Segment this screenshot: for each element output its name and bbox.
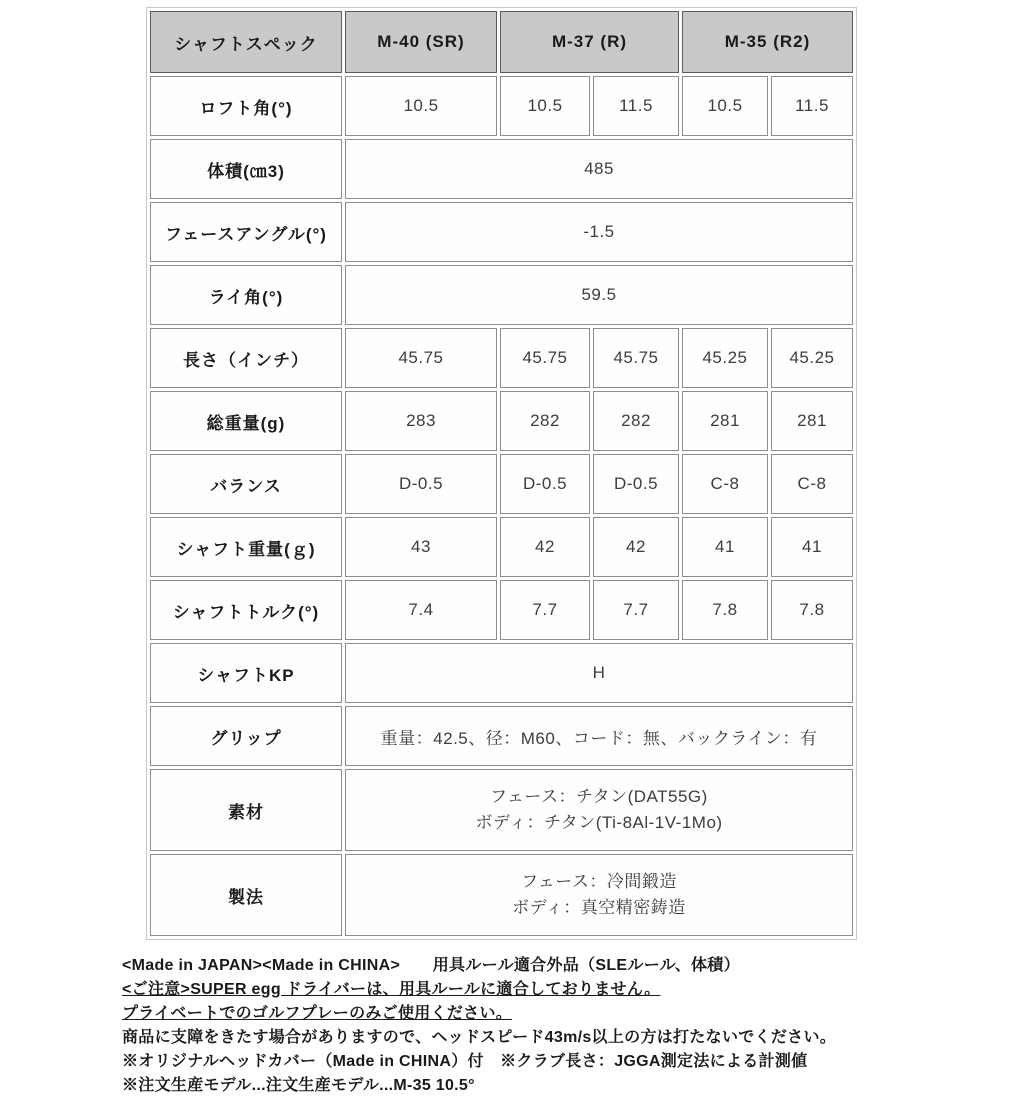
material-body-line: ボディ：チタン(Ti-8Al-1V-1Mo) [475, 813, 723, 832]
row-lie-angle [150, 265, 853, 325]
material-face-line: フェース：チタン(DAT55G) [490, 787, 708, 806]
spec-value: 45.75 [345, 328, 497, 388]
row-total-weight [150, 391, 853, 451]
row-grip [150, 706, 853, 766]
spec-value: 282 [593, 391, 679, 451]
header-model-m37: M-37 (R) [500, 11, 679, 73]
spec-value: 7.7 [500, 580, 590, 640]
row-balance [150, 454, 853, 514]
spec-value: -1.5 [345, 202, 853, 262]
spec-value: 7.7 [593, 580, 679, 640]
header-model-m40: M-40 (SR) [345, 11, 497, 73]
shaft-spec-table [146, 7, 857, 940]
spec-value: 283 [345, 391, 497, 451]
row-label: ライ角(°) [150, 265, 342, 325]
row-manufacturing-method [150, 854, 853, 936]
row-label: 素材 [150, 769, 342, 851]
spec-value: C-8 [682, 454, 768, 514]
spec-value: 10.5 [500, 76, 590, 136]
spec-value: D-0.5 [345, 454, 497, 514]
spec-value: 59.5 [345, 265, 853, 325]
spec-value: 7.4 [345, 580, 497, 640]
method-face-line: フェース：冷間鍛造 [521, 872, 677, 891]
footer-line-made-in: <Made in JAPAN><Made in CHINA> 用具ルール適合外品（SLEルール、体積） [122, 957, 740, 974]
spec-value: D-0.5 [500, 454, 590, 514]
row-label: バランス [150, 454, 342, 514]
spec-value: 282 [500, 391, 590, 451]
footer-line-headspeed-warning: 商品に支障をきたす場合がありますので、ヘッドスピード43m/s以上の方は打たないでください。 [122, 1029, 837, 1046]
spec-value: 485 [345, 139, 853, 199]
row-shaft-torque [150, 580, 853, 640]
header-row [150, 11, 853, 73]
disclaimer-footer [122, 954, 836, 1098]
header-spec-label: シャフトスペック [150, 11, 342, 73]
row-label: フェースアングル(°) [150, 202, 342, 262]
spec-value: 43 [345, 517, 497, 577]
spec-value: 10.5 [682, 76, 768, 136]
spec-value [345, 769, 853, 851]
spec-value: 10.5 [345, 76, 497, 136]
row-shaft-weight [150, 517, 853, 577]
row-material [150, 769, 853, 851]
row-label: グリップ [150, 706, 342, 766]
row-shaft-kp [150, 643, 853, 703]
footer-line-private-use: プライベートでのゴルフプレーのみご使用ください。 [122, 1005, 513, 1022]
spec-value: 11.5 [771, 76, 853, 136]
spec-value: 42 [593, 517, 679, 577]
row-label: シャフトKP [150, 643, 342, 703]
spec-value: 45.25 [682, 328, 768, 388]
footer-line-order-model: ※注文生産モデル...注文生産モデル...M-35 10.5° [122, 1077, 475, 1094]
row-label: 長さ（インチ） [150, 328, 342, 388]
spec-value: H [345, 643, 853, 703]
spec-value: 重量：42.5、径：M60、コード：無、バックライン：有 [345, 706, 853, 766]
row-face-angle [150, 202, 853, 262]
spec-value: 7.8 [682, 580, 768, 640]
spec-value: 45.25 [771, 328, 853, 388]
spec-value: 45.75 [500, 328, 590, 388]
spec-value: 41 [771, 517, 853, 577]
spec-table-container [146, 7, 857, 940]
footer-line-notice: <ご注意>SUPER egg ドライバーは、用具ルールに適合しておりません。 [122, 981, 661, 998]
method-body-line: ボディ：真空精密鋳造 [512, 898, 686, 917]
spec-value: D-0.5 [593, 454, 679, 514]
spec-value [345, 854, 853, 936]
row-volume [150, 139, 853, 199]
spec-value: 41 [682, 517, 768, 577]
spec-value: 11.5 [593, 76, 679, 136]
row-label: 製法 [150, 854, 342, 936]
row-label: シャフトトルク(°) [150, 580, 342, 640]
header-model-m35: M-35 (R2) [682, 11, 853, 73]
spec-value: 281 [682, 391, 768, 451]
spec-value: 45.75 [593, 328, 679, 388]
row-length [150, 328, 853, 388]
spec-value: 7.8 [771, 580, 853, 640]
row-label: ロフト角(°) [150, 76, 342, 136]
row-label: 体積(㎝3) [150, 139, 342, 199]
row-loft-angle [150, 76, 853, 136]
spec-value: C-8 [771, 454, 853, 514]
spec-value: 281 [771, 391, 853, 451]
row-label: シャフト重量(ｇ) [150, 517, 342, 577]
row-label: 総重量(g) [150, 391, 342, 451]
spec-value: 42 [500, 517, 590, 577]
footer-line-headcover-note: ※オリジナルヘッドカバー（Made in CHINA）付 ※クラブ長さ：JGGA測定法による計測値 [122, 1053, 808, 1070]
